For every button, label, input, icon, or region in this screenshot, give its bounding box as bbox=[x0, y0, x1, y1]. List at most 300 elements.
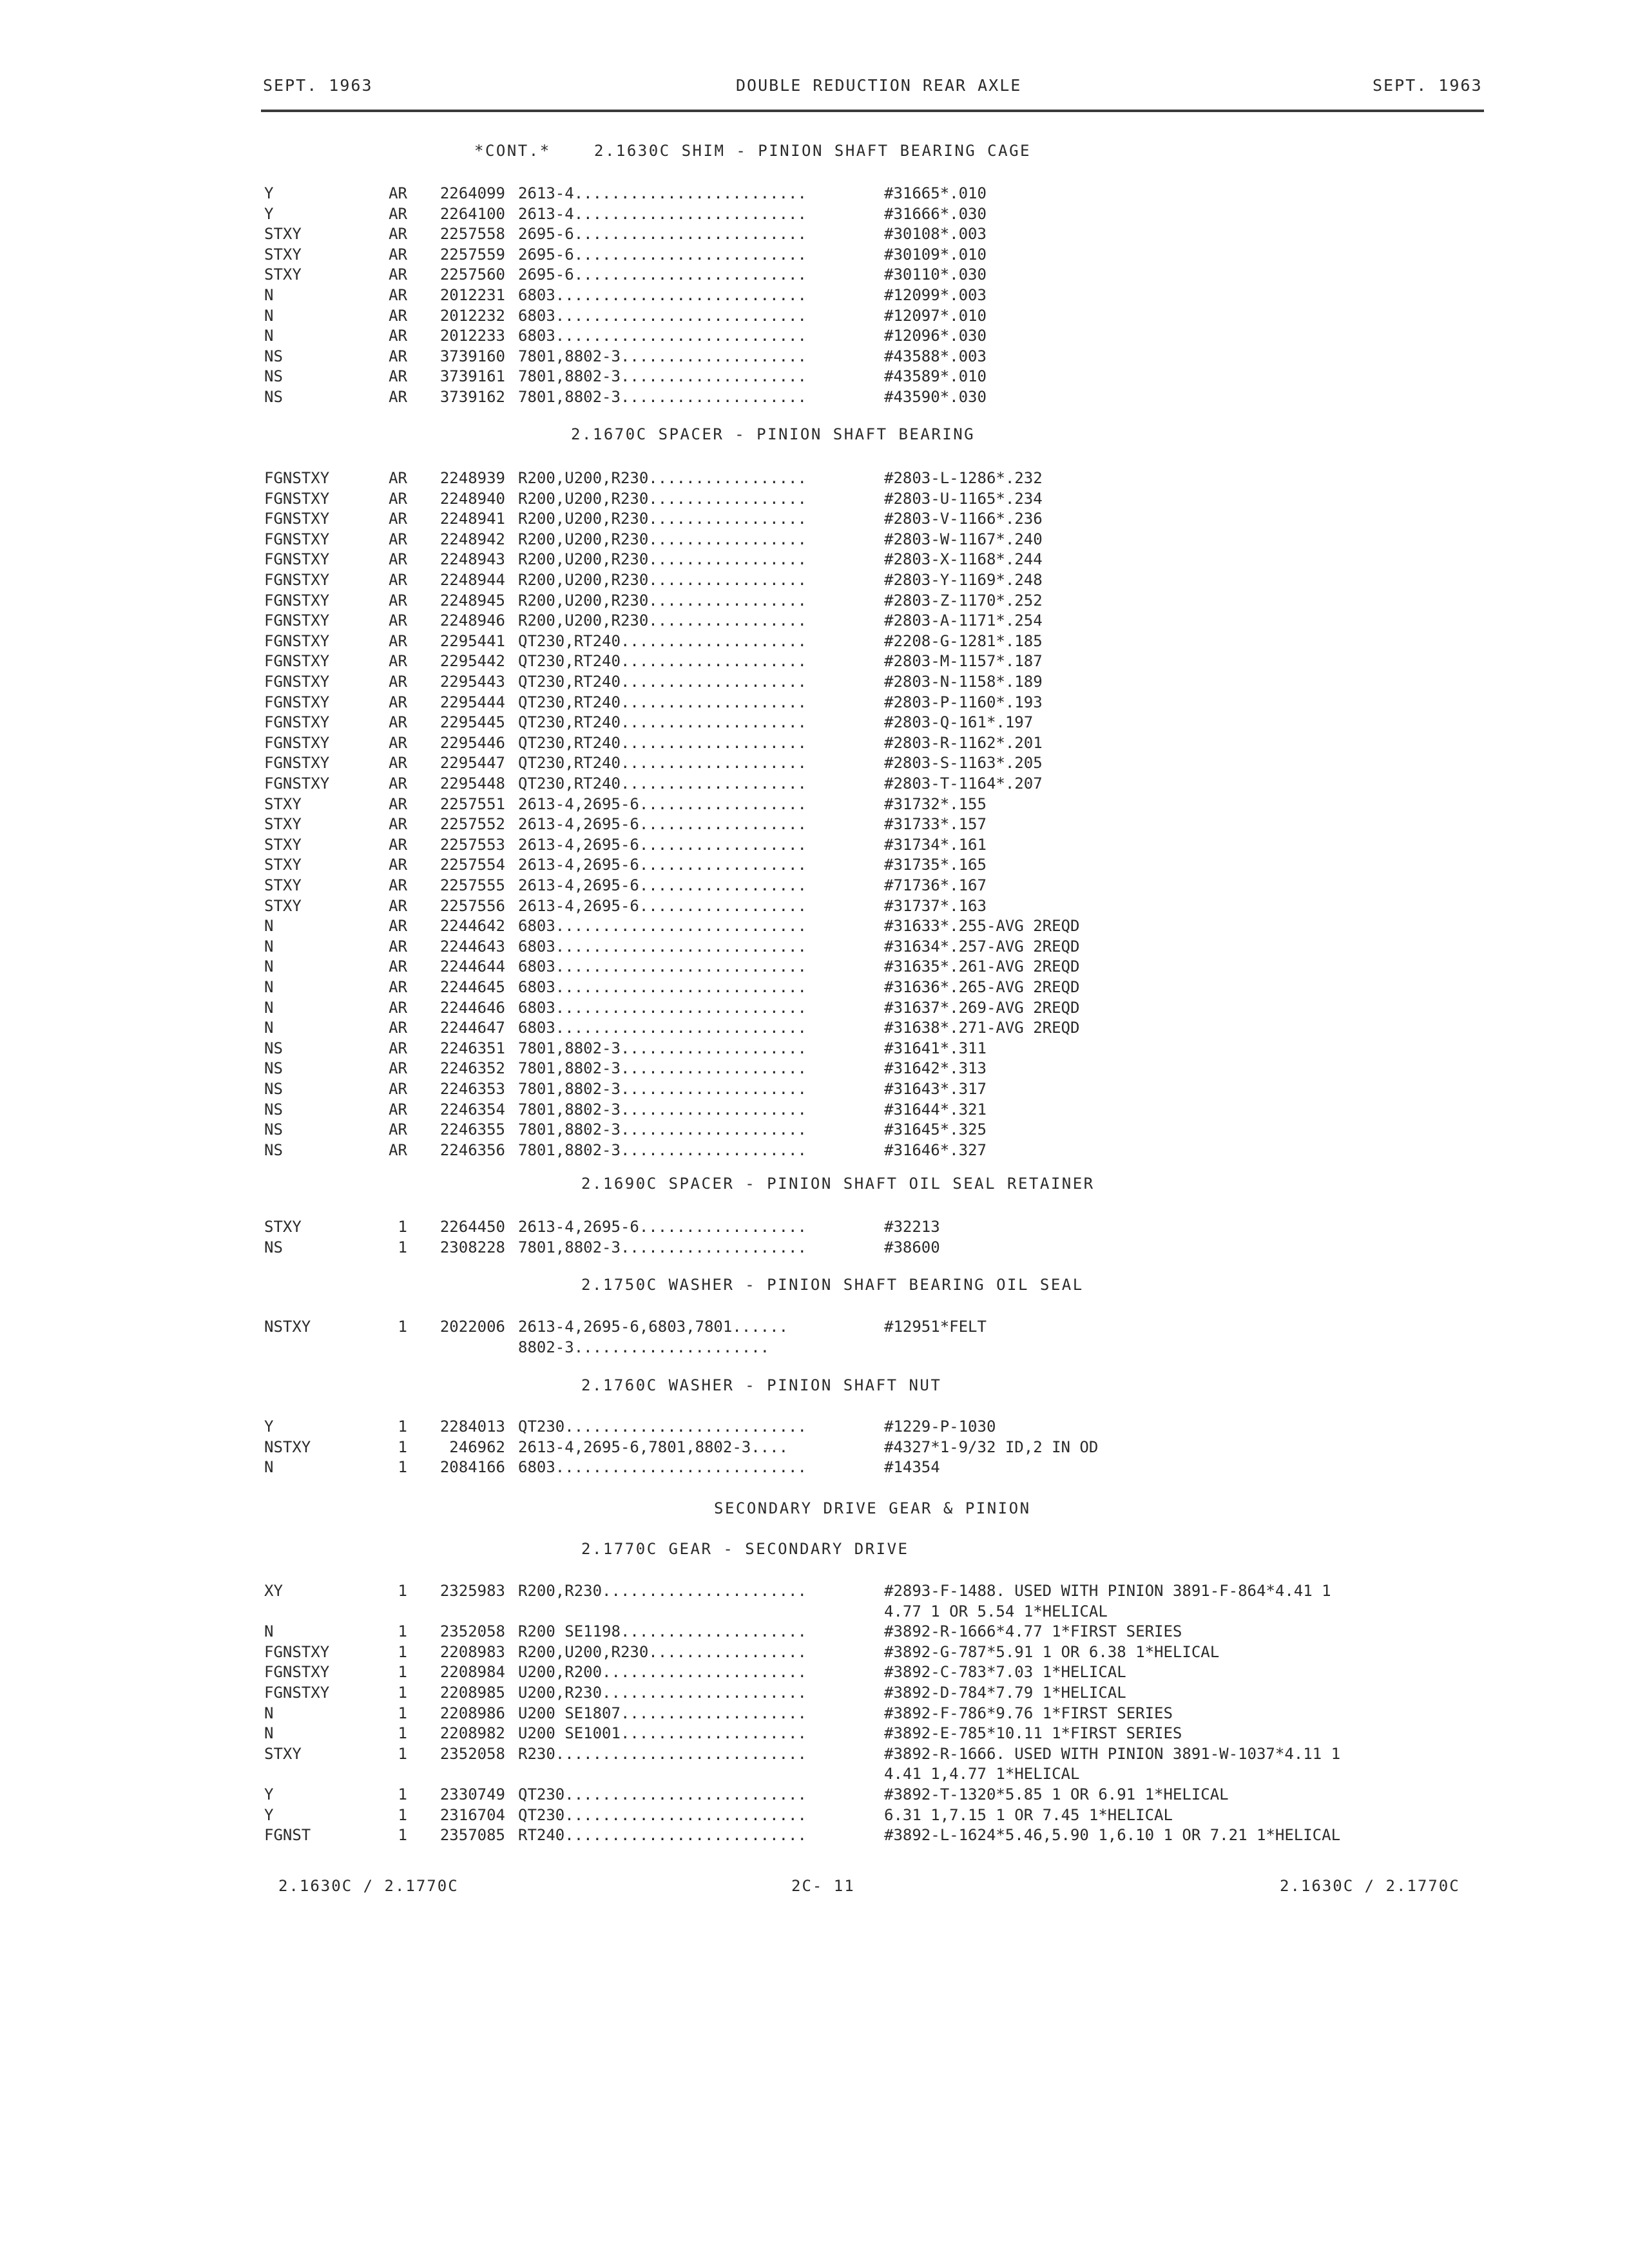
model-code: STXY bbox=[264, 794, 302, 813]
model-code: Y bbox=[264, 1805, 274, 1824]
remarks: #31735*.165 bbox=[884, 856, 987, 874]
application: 7801,8802-3.................... bbox=[518, 347, 807, 365]
table-row bbox=[0, 327, 1629, 347]
part-number: 2248943 bbox=[439, 550, 505, 569]
quantity: AR bbox=[389, 794, 407, 813]
model-code: STXY bbox=[264, 1744, 302, 1763]
quantity: AR bbox=[389, 611, 407, 630]
table-row bbox=[0, 225, 1629, 245]
model-code: N bbox=[264, 1458, 274, 1477]
quantity: AR bbox=[389, 1019, 407, 1037]
remarks: #3892-G-787*5.91 1 OR 6.38 1*HELICAL bbox=[884, 1642, 1220, 1661]
model-code: STXY bbox=[264, 245, 302, 264]
remarks: 4.77 1 OR 5.54 1*HELICAL bbox=[884, 1602, 1108, 1620]
remarks: #38600 bbox=[884, 1238, 940, 1256]
model-code: FGNSTXY bbox=[264, 713, 330, 732]
part-number: 3739160 bbox=[439, 347, 505, 365]
quantity: AR bbox=[389, 774, 407, 793]
part-number: 2257553 bbox=[439, 835, 505, 854]
part-number: 2246351 bbox=[439, 1039, 505, 1057]
model-code: N bbox=[264, 1019, 274, 1037]
model-code: XY bbox=[264, 1582, 283, 1600]
section-title: 2.1760C WASHER - PINION SHAFT NUT bbox=[581, 1376, 942, 1394]
quantity: 1 bbox=[398, 1724, 407, 1743]
quantity: 1 bbox=[398, 1318, 407, 1336]
remarks: #2803-S-1163*.205 bbox=[884, 754, 1043, 773]
application: 2613-4,2695-6.................. bbox=[518, 876, 807, 894]
table-row bbox=[0, 1622, 1629, 1643]
quantity: AR bbox=[389, 591, 407, 610]
part-number: 2248945 bbox=[439, 591, 505, 610]
remarks: #30109*.010 bbox=[884, 245, 987, 264]
quantity: AR bbox=[389, 835, 407, 854]
part-number: 2352058 bbox=[439, 1622, 505, 1641]
table-row bbox=[0, 1724, 1629, 1745]
application: R200,U200,R230................. bbox=[518, 530, 807, 548]
quantity: AR bbox=[389, 896, 407, 915]
table-row bbox=[0, 1745, 1629, 1765]
table-row bbox=[0, 286, 1629, 307]
part-number: 2352058 bbox=[439, 1744, 505, 1763]
remarks: #2803-A-1171*.254 bbox=[884, 611, 1043, 630]
model-code: NS bbox=[264, 1080, 283, 1098]
application: 2613-4,2695-6.................. bbox=[518, 815, 807, 834]
model-code: NS bbox=[264, 367, 283, 386]
application: R200,U200,R230................. bbox=[518, 1642, 807, 1661]
quantity: 1 bbox=[398, 1684, 407, 1702]
model-code: N bbox=[264, 998, 274, 1017]
application: 6803........................... bbox=[518, 327, 807, 345]
section-title: 2.1690C SPACER - PINION SHAFT OIL SEAL RETAINER bbox=[581, 1175, 1095, 1193]
part-number: 2257558 bbox=[439, 225, 505, 244]
table-row bbox=[0, 632, 1629, 653]
application: 7801,8802-3.................... bbox=[518, 1080, 807, 1098]
application: 6803........................... bbox=[518, 917, 807, 936]
model-code: STXY bbox=[264, 225, 302, 244]
part-number: 2248939 bbox=[439, 469, 505, 487]
table-row bbox=[0, 673, 1629, 693]
table-row bbox=[0, 1218, 1629, 1238]
quantity: AR bbox=[389, 550, 407, 569]
application: 7801,8802-3.................... bbox=[518, 1100, 807, 1119]
quantity: 1 bbox=[398, 1663, 407, 1682]
remarks: #31634*.257-AVG 2REQD bbox=[884, 937, 1080, 956]
header-rule bbox=[261, 110, 1484, 112]
table-row bbox=[0, 1602, 1629, 1623]
application: 6803........................... bbox=[518, 937, 807, 956]
remarks: #43589*.010 bbox=[884, 367, 987, 386]
remarks: #2208-G-1281*.185 bbox=[884, 631, 1043, 650]
model-code: FGNSTXY bbox=[264, 631, 330, 650]
quantity: 1 bbox=[398, 1437, 407, 1456]
table-row bbox=[0, 774, 1629, 795]
table-row bbox=[0, 1418, 1629, 1438]
part-number: 2084166 bbox=[439, 1458, 505, 1477]
part-number: 2257556 bbox=[439, 896, 505, 915]
part-number: 2295443 bbox=[439, 673, 505, 691]
section-title: 2.1670C SPACER - PINION SHAFT BEARING bbox=[571, 425, 976, 443]
table-row bbox=[0, 1582, 1629, 1602]
application: R200,U200,R230................. bbox=[518, 611, 807, 630]
model-code: NS bbox=[264, 1140, 283, 1159]
model-code: Y bbox=[264, 1785, 274, 1803]
application: U200,R230...................... bbox=[518, 1684, 807, 1702]
remarks: #3892-L-1624*5.46,5.90 1,6.10 1 OR 7.21 1*HELICAL bbox=[884, 1826, 1341, 1845]
application: 2613-4,2695-6.................. bbox=[518, 835, 807, 854]
part-number: 2295446 bbox=[439, 733, 505, 752]
model-code: FGNSTXY bbox=[264, 591, 330, 610]
remarks: #3892-E-785*10.11 1*FIRST SERIES bbox=[884, 1724, 1182, 1743]
quantity: AR bbox=[389, 713, 407, 732]
quantity: 1 bbox=[398, 1622, 407, 1641]
quantity: 1 bbox=[398, 1218, 407, 1236]
quantity: 1 bbox=[398, 1458, 407, 1477]
application: QT230.......................... bbox=[518, 1418, 807, 1436]
model-code: FGNSTXY bbox=[264, 571, 330, 589]
remarks: #2803-R-1162*.201 bbox=[884, 733, 1043, 752]
table-row bbox=[0, 1458, 1629, 1479]
model-code: N bbox=[264, 1724, 274, 1743]
part-number: 2264100 bbox=[439, 204, 505, 223]
part-number: 2246353 bbox=[439, 1080, 505, 1098]
part-number: 2022006 bbox=[439, 1318, 505, 1336]
application: 2613-4,2695-6,7801,8802-3.... bbox=[518, 1437, 789, 1456]
quantity: AR bbox=[389, 286, 407, 304]
application: 6803........................... bbox=[518, 286, 807, 304]
quantity: AR bbox=[389, 673, 407, 691]
quantity: AR bbox=[389, 306, 407, 325]
quantity: AR bbox=[389, 184, 407, 202]
model-code: FGNST bbox=[264, 1826, 311, 1845]
quantity: AR bbox=[389, 1140, 407, 1159]
remarks: #43588*.003 bbox=[884, 347, 987, 365]
table-row bbox=[0, 1765, 1629, 1785]
part-number: 2257552 bbox=[439, 815, 505, 834]
remarks: #12951*FELT bbox=[884, 1318, 987, 1336]
quantity: AR bbox=[389, 510, 407, 528]
remarks: #2803-T-1164*.207 bbox=[884, 774, 1043, 793]
quantity: 1 bbox=[398, 1642, 407, 1661]
model-code: FGNSTXY bbox=[264, 652, 330, 671]
part-number: 2208984 bbox=[439, 1663, 505, 1682]
remarks: #31737*.163 bbox=[884, 896, 987, 915]
quantity: AR bbox=[389, 754, 407, 773]
part-number: 2208982 bbox=[439, 1724, 505, 1743]
part-number: 2208985 bbox=[439, 1684, 505, 1702]
application: QT230,RT240.................... bbox=[518, 693, 807, 711]
part-number: 2244642 bbox=[439, 917, 505, 936]
application: R200,U200,R230................. bbox=[518, 591, 807, 610]
table-row bbox=[0, 490, 1629, 510]
quantity: AR bbox=[389, 388, 407, 406]
part-number: 2246355 bbox=[439, 1120, 505, 1139]
footer-page-number: 2C- 11 bbox=[791, 1877, 855, 1895]
model-code: NSTXY bbox=[264, 1437, 311, 1456]
header-date-left: SEPT. 1963 bbox=[263, 76, 373, 95]
model-code: STXY bbox=[264, 1218, 302, 1236]
table-row bbox=[0, 1643, 1629, 1664]
part-number: 2208986 bbox=[439, 1704, 505, 1722]
table-row bbox=[0, 1080, 1629, 1100]
application: 7801,8802-3.................... bbox=[518, 367, 807, 386]
model-code: NS bbox=[264, 1039, 283, 1057]
part-number: 2295445 bbox=[439, 713, 505, 732]
model-code: NS bbox=[264, 388, 283, 406]
application: R200,R230...................... bbox=[518, 1582, 807, 1600]
remarks: #71736*.167 bbox=[884, 876, 987, 894]
table-row bbox=[0, 836, 1629, 856]
quantity: AR bbox=[389, 530, 407, 548]
remarks: #2803-Y-1169*.248 bbox=[884, 571, 1043, 589]
quantity: 1 bbox=[398, 1744, 407, 1763]
table-row bbox=[0, 1806, 1629, 1827]
part-number: 2330749 bbox=[439, 1785, 505, 1803]
application: 7801,8802-3.................... bbox=[518, 1039, 807, 1057]
table-row bbox=[0, 307, 1629, 327]
part-number: 2264450 bbox=[439, 1218, 505, 1236]
model-code: FGNSTXY bbox=[264, 733, 330, 752]
quantity: AR bbox=[389, 856, 407, 874]
remarks: #2803-P-1160*.193 bbox=[884, 693, 1043, 711]
quantity: AR bbox=[389, 489, 407, 508]
application: 7801,8802-3.................... bbox=[518, 1140, 807, 1159]
table-row bbox=[0, 1684, 1629, 1704]
model-code: NS bbox=[264, 1059, 283, 1078]
remarks: #3892-T-1320*5.85 1 OR 6.91 1*HELICAL bbox=[884, 1785, 1229, 1803]
part-number: 2012232 bbox=[439, 306, 505, 325]
part-number: 2244645 bbox=[439, 978, 505, 996]
application: R230........................... bbox=[518, 1744, 807, 1763]
table-row bbox=[0, 571, 1629, 591]
part-number: 2244647 bbox=[439, 1019, 505, 1037]
part-number: 2248942 bbox=[439, 530, 505, 548]
remarks: #2803-L-1286*.232 bbox=[884, 469, 1043, 487]
remarks: #12096*.030 bbox=[884, 327, 987, 345]
application: 2695-6......................... bbox=[518, 265, 807, 284]
quantity: 1 bbox=[398, 1826, 407, 1845]
part-number: 2257551 bbox=[439, 794, 505, 813]
remarks: #2803-N-1158*.189 bbox=[884, 673, 1043, 691]
model-code: STXY bbox=[264, 835, 302, 854]
quantity: AR bbox=[389, 815, 407, 834]
part-number: 2257560 bbox=[439, 265, 505, 284]
model-code: FGNSTXY bbox=[264, 754, 330, 773]
model-code: N bbox=[264, 1704, 274, 1722]
model-code: FGNSTXY bbox=[264, 611, 330, 630]
part-number: 2246356 bbox=[439, 1140, 505, 1159]
application: QT230.......................... bbox=[518, 1785, 807, 1803]
model-code: FGNSTXY bbox=[264, 489, 330, 508]
model-code: FGNSTXY bbox=[264, 510, 330, 528]
model-code: N bbox=[264, 306, 274, 325]
footer-range-left: 2.1630C / 2.1770C bbox=[278, 1877, 459, 1895]
table-row bbox=[0, 1019, 1629, 1039]
model-code: N bbox=[264, 1622, 274, 1641]
part-number: 2357085 bbox=[439, 1826, 505, 1845]
quantity: 1 bbox=[398, 1805, 407, 1824]
application: QT230,RT240.................... bbox=[518, 774, 807, 793]
application: R200 SE1198.................... bbox=[518, 1622, 807, 1641]
model-code: FGNSTXY bbox=[264, 1684, 330, 1702]
quantity: AR bbox=[389, 571, 407, 589]
remarks: #2803-W-1167*.240 bbox=[884, 530, 1043, 548]
remarks: #3892-F-786*9.76 1*FIRST SERIES bbox=[884, 1704, 1173, 1722]
model-code: FGNSTXY bbox=[264, 693, 330, 711]
quantity: AR bbox=[389, 733, 407, 752]
section-continued-label: *CONT.* bbox=[474, 142, 551, 160]
remarks: #31646*.327 bbox=[884, 1140, 987, 1159]
table-row bbox=[0, 713, 1629, 734]
table-row bbox=[0, 1039, 1629, 1060]
application: 2613-4,2695-6,6803,7801...... bbox=[518, 1318, 789, 1336]
part-number: 2244644 bbox=[439, 957, 505, 976]
remarks: #30110*.030 bbox=[884, 265, 987, 284]
model-code: STXY bbox=[264, 265, 302, 284]
model-code: N bbox=[264, 978, 274, 996]
table-row bbox=[0, 591, 1629, 612]
remarks: #31635*.261-AVG 2REQD bbox=[884, 957, 1080, 976]
table-row bbox=[0, 469, 1629, 490]
section-title: SECONDARY DRIVE GEAR & PINION bbox=[714, 1499, 1031, 1517]
remarks: #31641*.311 bbox=[884, 1039, 987, 1057]
part-number: 3739162 bbox=[439, 388, 505, 406]
remarks: #31637*.269-AVG 2REQD bbox=[884, 998, 1080, 1017]
application: 6803........................... bbox=[518, 1019, 807, 1037]
table-row bbox=[0, 388, 1629, 408]
part-number: 2248940 bbox=[439, 489, 505, 508]
table-row bbox=[0, 1059, 1629, 1080]
part-number: 2316704 bbox=[439, 1805, 505, 1824]
model-code: NS bbox=[264, 347, 283, 365]
model-code: Y bbox=[264, 184, 274, 202]
application: QT230,RT240.................... bbox=[518, 754, 807, 773]
application: R200,U200,R230................. bbox=[518, 550, 807, 569]
remarks: #31666*.030 bbox=[884, 204, 987, 223]
part-number: 2244646 bbox=[439, 998, 505, 1017]
quantity: AR bbox=[389, 957, 407, 976]
table-row bbox=[0, 693, 1629, 714]
quantity: 1 bbox=[398, 1238, 407, 1256]
application: QT230,RT240.................... bbox=[518, 673, 807, 691]
table-row bbox=[0, 876, 1629, 897]
table-row bbox=[0, 1438, 1629, 1459]
remarks: #3892-C-783*7.03 1*HELICAL bbox=[884, 1663, 1126, 1682]
quantity: AR bbox=[389, 327, 407, 345]
part-number: 2257555 bbox=[439, 876, 505, 894]
quantity: AR bbox=[389, 631, 407, 650]
table-row bbox=[0, 917, 1629, 937]
quantity: 1 bbox=[398, 1785, 407, 1803]
quantity: AR bbox=[389, 917, 407, 936]
quantity: AR bbox=[389, 367, 407, 386]
table-row bbox=[0, 999, 1629, 1019]
remarks: #2803-Q-161*.197 bbox=[884, 713, 1034, 732]
quantity: AR bbox=[389, 1120, 407, 1139]
part-number: 2308228 bbox=[439, 1238, 505, 1256]
table-row bbox=[0, 1141, 1629, 1162]
remarks: #30108*.003 bbox=[884, 225, 987, 244]
model-code: N bbox=[264, 937, 274, 956]
quantity: AR bbox=[389, 876, 407, 894]
model-code: FGNSTXY bbox=[264, 469, 330, 487]
application: 7801,8802-3.................... bbox=[518, 1120, 807, 1139]
table-row bbox=[0, 734, 1629, 754]
application: 7801,8802-3.................... bbox=[518, 1059, 807, 1078]
quantity: AR bbox=[389, 652, 407, 671]
model-code: STXY bbox=[264, 896, 302, 915]
quantity: AR bbox=[389, 469, 407, 487]
application: QT230,RT240.................... bbox=[518, 652, 807, 671]
part-number: 2295447 bbox=[439, 754, 505, 773]
part-number: 2257554 bbox=[439, 856, 505, 874]
part-number: 2246354 bbox=[439, 1100, 505, 1119]
remarks: #31733*.157 bbox=[884, 815, 987, 834]
part-number: 2012233 bbox=[439, 327, 505, 345]
table-row bbox=[0, 1704, 1629, 1725]
table-row bbox=[0, 815, 1629, 836]
model-code: N bbox=[264, 327, 274, 345]
application: U200,R200...................... bbox=[518, 1663, 807, 1682]
application: 6803........................... bbox=[518, 1458, 807, 1477]
part-number: 2325983 bbox=[439, 1582, 505, 1600]
quantity: AR bbox=[389, 937, 407, 956]
table-row bbox=[0, 957, 1629, 978]
remarks: #31644*.321 bbox=[884, 1100, 987, 1119]
table-row bbox=[0, 265, 1629, 286]
remarks: #12097*.010 bbox=[884, 306, 987, 325]
application: 2613-4,2695-6.................. bbox=[518, 856, 807, 874]
part-number: 2248946 bbox=[439, 611, 505, 630]
model-code: FGNSTXY bbox=[264, 774, 330, 793]
remarks: #31642*.313 bbox=[884, 1059, 987, 1078]
table-row bbox=[0, 1238, 1629, 1259]
table-row bbox=[0, 1120, 1629, 1141]
application: 7801,8802-3.................... bbox=[518, 1238, 807, 1256]
header-date-right: SEPT. 1963 bbox=[1373, 76, 1483, 95]
part-number: 2295448 bbox=[439, 774, 505, 793]
part-number: 2284013 bbox=[439, 1418, 505, 1436]
application: 6803........................... bbox=[518, 957, 807, 976]
table-row bbox=[0, 1826, 1629, 1847]
remarks: #31633*.255-AVG 2REQD bbox=[884, 917, 1080, 936]
quantity: 1 bbox=[398, 1418, 407, 1436]
model-code: FGNSTXY bbox=[264, 550, 330, 569]
application: R200,U200,R230................. bbox=[518, 510, 807, 528]
table-row bbox=[0, 184, 1629, 205]
application: 2695-6......................... bbox=[518, 245, 807, 264]
table-row bbox=[0, 937, 1629, 958]
remarks: #12099*.003 bbox=[884, 286, 987, 304]
part-number: 2012231 bbox=[439, 286, 505, 304]
application: R200,U200,R230................. bbox=[518, 571, 807, 589]
table-row bbox=[0, 795, 1629, 816]
table-row bbox=[0, 367, 1629, 388]
remarks: #2893-F-1488. USED WITH PINION 3891-F-864*4.41 1 bbox=[884, 1582, 1331, 1600]
application: 6803........................... bbox=[518, 978, 807, 996]
part-number: 246962 bbox=[449, 1437, 505, 1456]
table-row bbox=[0, 652, 1629, 673]
model-code: NS bbox=[264, 1100, 283, 1119]
table-row bbox=[0, 530, 1629, 551]
application: RT240.......................... bbox=[518, 1826, 807, 1845]
table-row bbox=[0, 1785, 1629, 1806]
application: 8802-3..................... bbox=[518, 1338, 770, 1356]
part-number: 2246352 bbox=[439, 1059, 505, 1078]
table-row bbox=[0, 245, 1629, 266]
model-code: N bbox=[264, 917, 274, 936]
remarks: #2803-X-1168*.244 bbox=[884, 550, 1043, 569]
header-title: DOUBLE REDUCTION REAR AXLE bbox=[736, 76, 1022, 95]
